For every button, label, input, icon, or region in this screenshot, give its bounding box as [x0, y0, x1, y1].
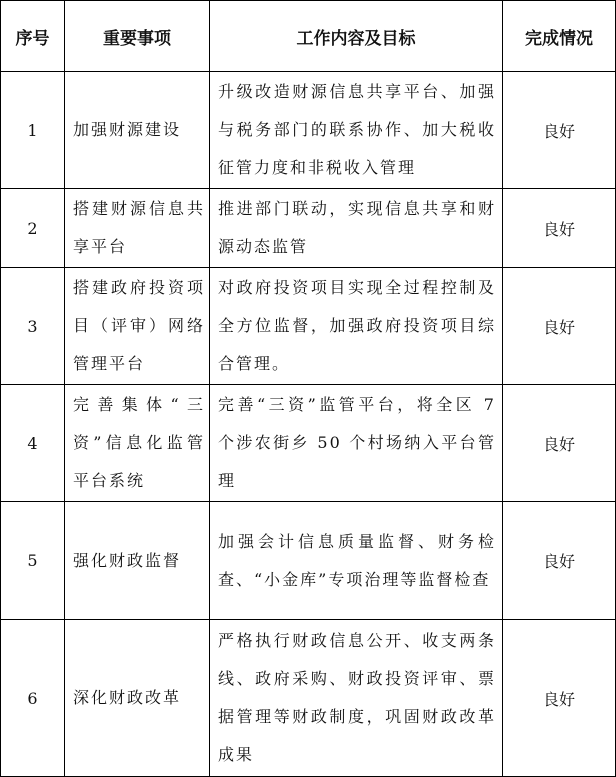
row-status: 良好: [503, 620, 616, 777]
row-status: 良好: [503, 72, 616, 189]
row-index: 6: [1, 620, 65, 777]
row-status: 良好: [503, 385, 616, 502]
table-row: [1, 189, 616, 268]
row-item: 深化财政改革: [65, 620, 210, 777]
row-index: 3: [1, 268, 65, 385]
row-item: 强化财政监督: [65, 502, 210, 620]
table-row: [1, 620, 616, 777]
row-status: 良好: [503, 268, 616, 385]
table-row: [1, 268, 616, 385]
table-row: [1, 385, 616, 502]
row-content: 对政府投资项目实现全过程控制及全方位监督，加强政府投资项目综合管理。: [210, 268, 503, 385]
row-content: 推进部门联动，实现信息共享和财源动态监管: [210, 189, 503, 268]
row-content: 加强会计信息质量监督、财务检查、“小金库”专项治理等监督检查: [210, 502, 503, 620]
header-status: 完成情况: [503, 1, 616, 72]
row-index: 5: [1, 502, 65, 620]
header-item: 重要事项: [65, 1, 210, 72]
row-content: 升级改造财源信息共享平台、加强与税务部门的联系协作、加大税收征管力度和非税收入管理: [210, 72, 503, 189]
row-item: 搭建政府投资项目（评审）网络管理平台: [65, 268, 210, 385]
row-index: 1: [1, 72, 65, 189]
row-content: 严格执行财政信息公开、收支两条线、政府采购、财政投资评审、票据管理等财政制度，巩固财政改革成果: [210, 620, 503, 777]
table-row: [1, 72, 616, 189]
row-item: 加强财源建设: [65, 72, 210, 189]
table-row: [1, 502, 616, 620]
row-index: 2: [1, 189, 65, 268]
row-status: 良好: [503, 189, 616, 268]
row-index: 4: [1, 385, 65, 502]
row-content: 完善“三资”监管平台，将全区 7 个涉农街乡 50 个村场纳入平台管理: [210, 385, 503, 502]
row-item: 完善集体“三资”信息化监管平台系统: [65, 385, 210, 502]
header-row: [1, 1, 616, 72]
row-status: 良好: [503, 502, 616, 620]
header-index: 序号: [1, 1, 65, 72]
header-content: 工作内容及目标: [210, 1, 503, 72]
row-item: 搭建财源信息共享平台: [65, 189, 210, 268]
